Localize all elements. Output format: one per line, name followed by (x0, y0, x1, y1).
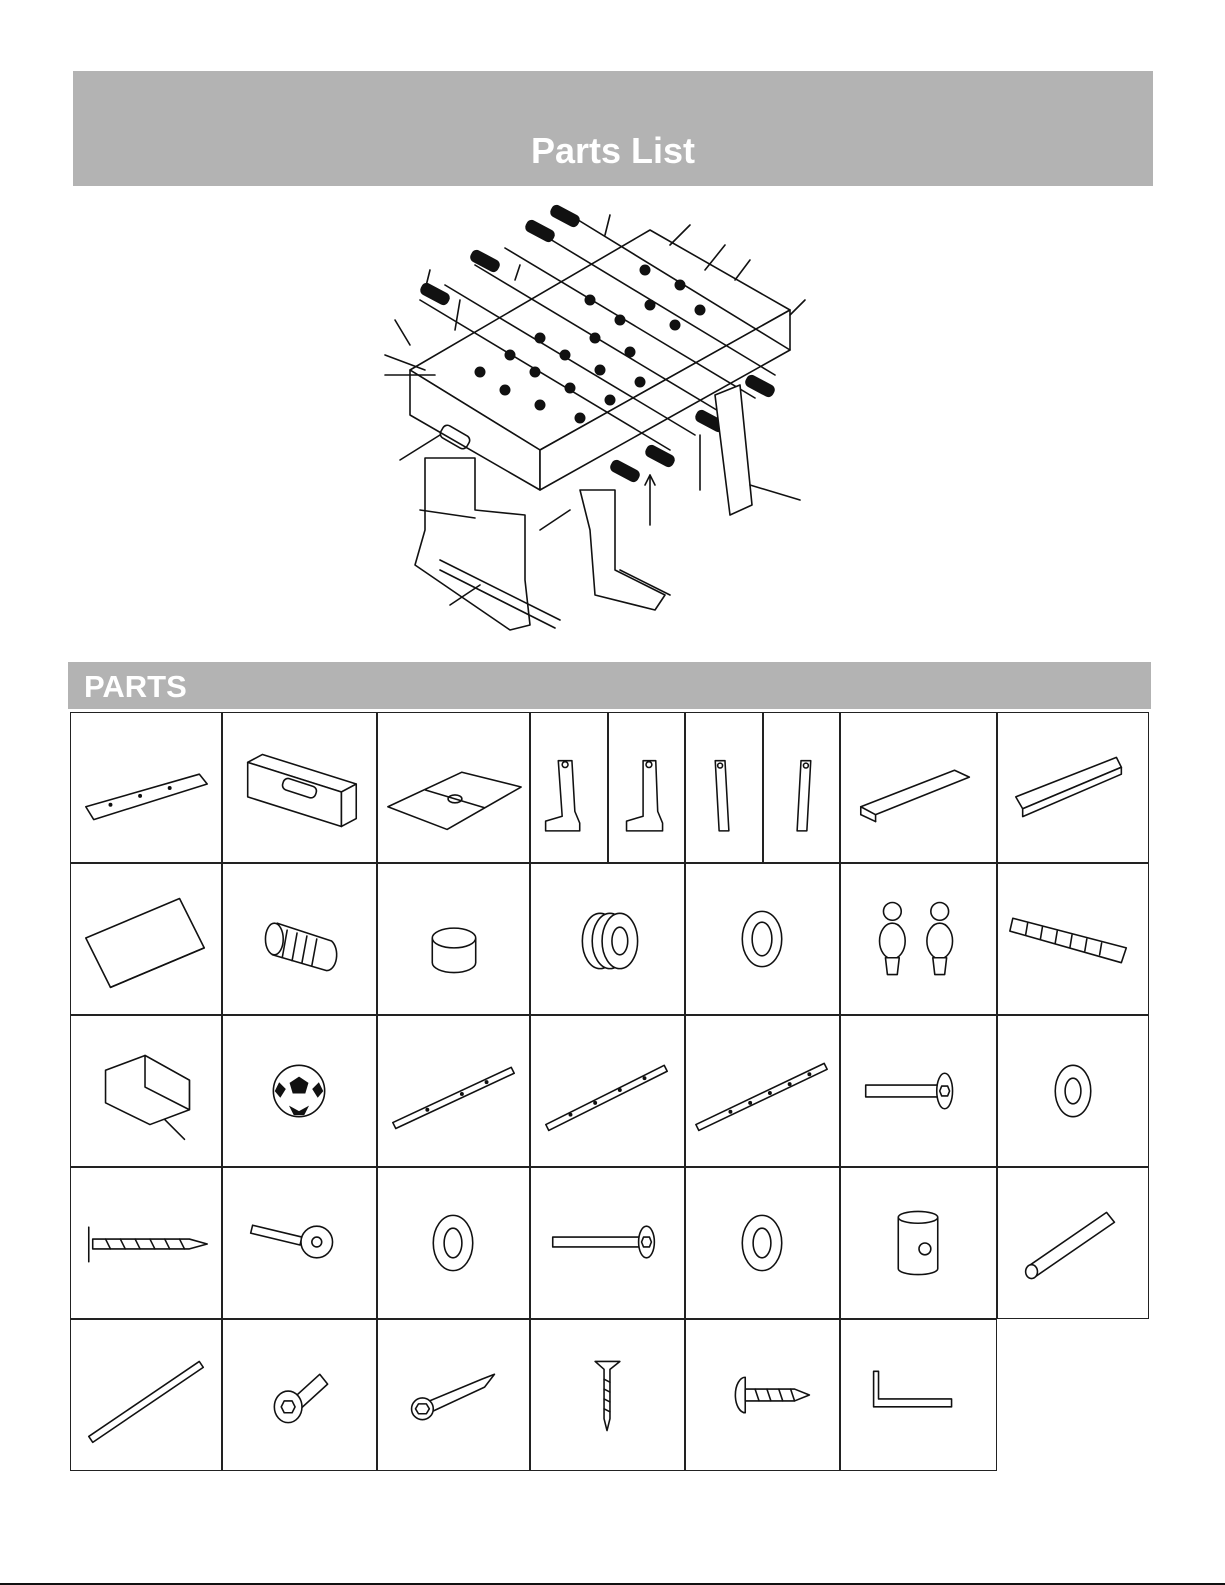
leg-right-icon (609, 713, 684, 862)
part-rod-long (685, 1015, 840, 1167)
dowel-icon (998, 1168, 1148, 1318)
cross-bar-icon (841, 713, 996, 862)
part-end-panel (997, 712, 1149, 863)
part-leg-left (530, 712, 608, 863)
part-barrel-nut (840, 1167, 997, 1319)
part-truss-screw (685, 1319, 840, 1471)
parts-section-header (68, 662, 1151, 709)
part-threaded-rod (70, 1319, 222, 1471)
handle-icon (223, 864, 376, 1014)
parts-heading: PARTS (84, 669, 187, 704)
part-panel (70, 863, 222, 1015)
leg-brace-right-icon (764, 713, 839, 862)
players-icon (841, 864, 996, 1014)
rod-short-icon (378, 1016, 529, 1166)
part-washer-4 (685, 1167, 840, 1319)
part-flat-screw (530, 1319, 685, 1471)
hex-key-icon (841, 1320, 996, 1470)
flat-screw-icon (531, 1320, 684, 1470)
playfield-icon (378, 713, 529, 862)
rod-long-icon (686, 1016, 839, 1166)
part-goal-box (70, 1015, 222, 1167)
rod-medium-icon (531, 1016, 684, 1166)
part-rod-medium (530, 1015, 685, 1167)
leg-left-icon (531, 713, 607, 862)
part-leg-brace-right (763, 712, 840, 863)
part-score-counter (997, 863, 1149, 1015)
panel-icon (71, 864, 221, 1014)
washer-icon (686, 864, 839, 1014)
part-playfield (377, 712, 530, 863)
part-handle (222, 863, 377, 1015)
part-washer-3 (377, 1167, 530, 1319)
leg-brace-left-icon (686, 713, 762, 862)
part-long-hex-bolt (530, 1167, 685, 1319)
washer-icon (998, 1016, 1148, 1166)
part-connector-nut (222, 1319, 377, 1471)
foosball-table-drawing (380, 200, 840, 650)
part-hex-bolt (840, 1015, 997, 1167)
connector-nut-icon (223, 1320, 376, 1470)
end-apron-icon (223, 713, 376, 862)
part-washer-2 (997, 1015, 1149, 1167)
part-players (840, 863, 997, 1015)
part-hex-key (840, 1319, 997, 1471)
washer-icon (378, 1168, 529, 1318)
end-cap-icon (378, 864, 529, 1014)
part-cross-bar (840, 712, 997, 863)
score-counter-icon (998, 864, 1148, 1014)
part-hex-screw (377, 1319, 530, 1471)
threaded-rod-icon (71, 1320, 221, 1470)
title-bar (73, 71, 1153, 186)
hex-screw-icon (378, 1320, 529, 1470)
part-side-rail (70, 712, 222, 863)
part-washer (685, 863, 840, 1015)
wood-screw-icon (71, 1168, 221, 1318)
barrel-nut-icon (841, 1168, 996, 1318)
side-rail-icon (71, 713, 221, 862)
part-rod-short (377, 1015, 530, 1167)
part-bumper (530, 863, 685, 1015)
goal-box-icon (71, 1016, 221, 1166)
washer-icon (686, 1168, 839, 1318)
truss-screw-icon (686, 1320, 839, 1470)
knob-bolt-icon (223, 1168, 376, 1318)
part-knob-bolt (222, 1167, 377, 1319)
part-wood-screw (70, 1167, 222, 1319)
part-leg-brace-left (685, 712, 763, 863)
hex-bolt-icon (841, 1016, 996, 1166)
part-end-apron (222, 712, 377, 863)
ball-icon (223, 1016, 376, 1166)
part-dowel (997, 1167, 1149, 1319)
bumper-icon (531, 864, 684, 1014)
part-ball (222, 1015, 377, 1167)
long-hex-bolt-icon (531, 1168, 684, 1318)
part-end-cap (377, 863, 530, 1015)
table-assembly-diagram (380, 200, 840, 650)
end-panel-icon (998, 713, 1148, 862)
part-leg-right (608, 712, 685, 863)
page-title: Parts List (530, 130, 696, 171)
